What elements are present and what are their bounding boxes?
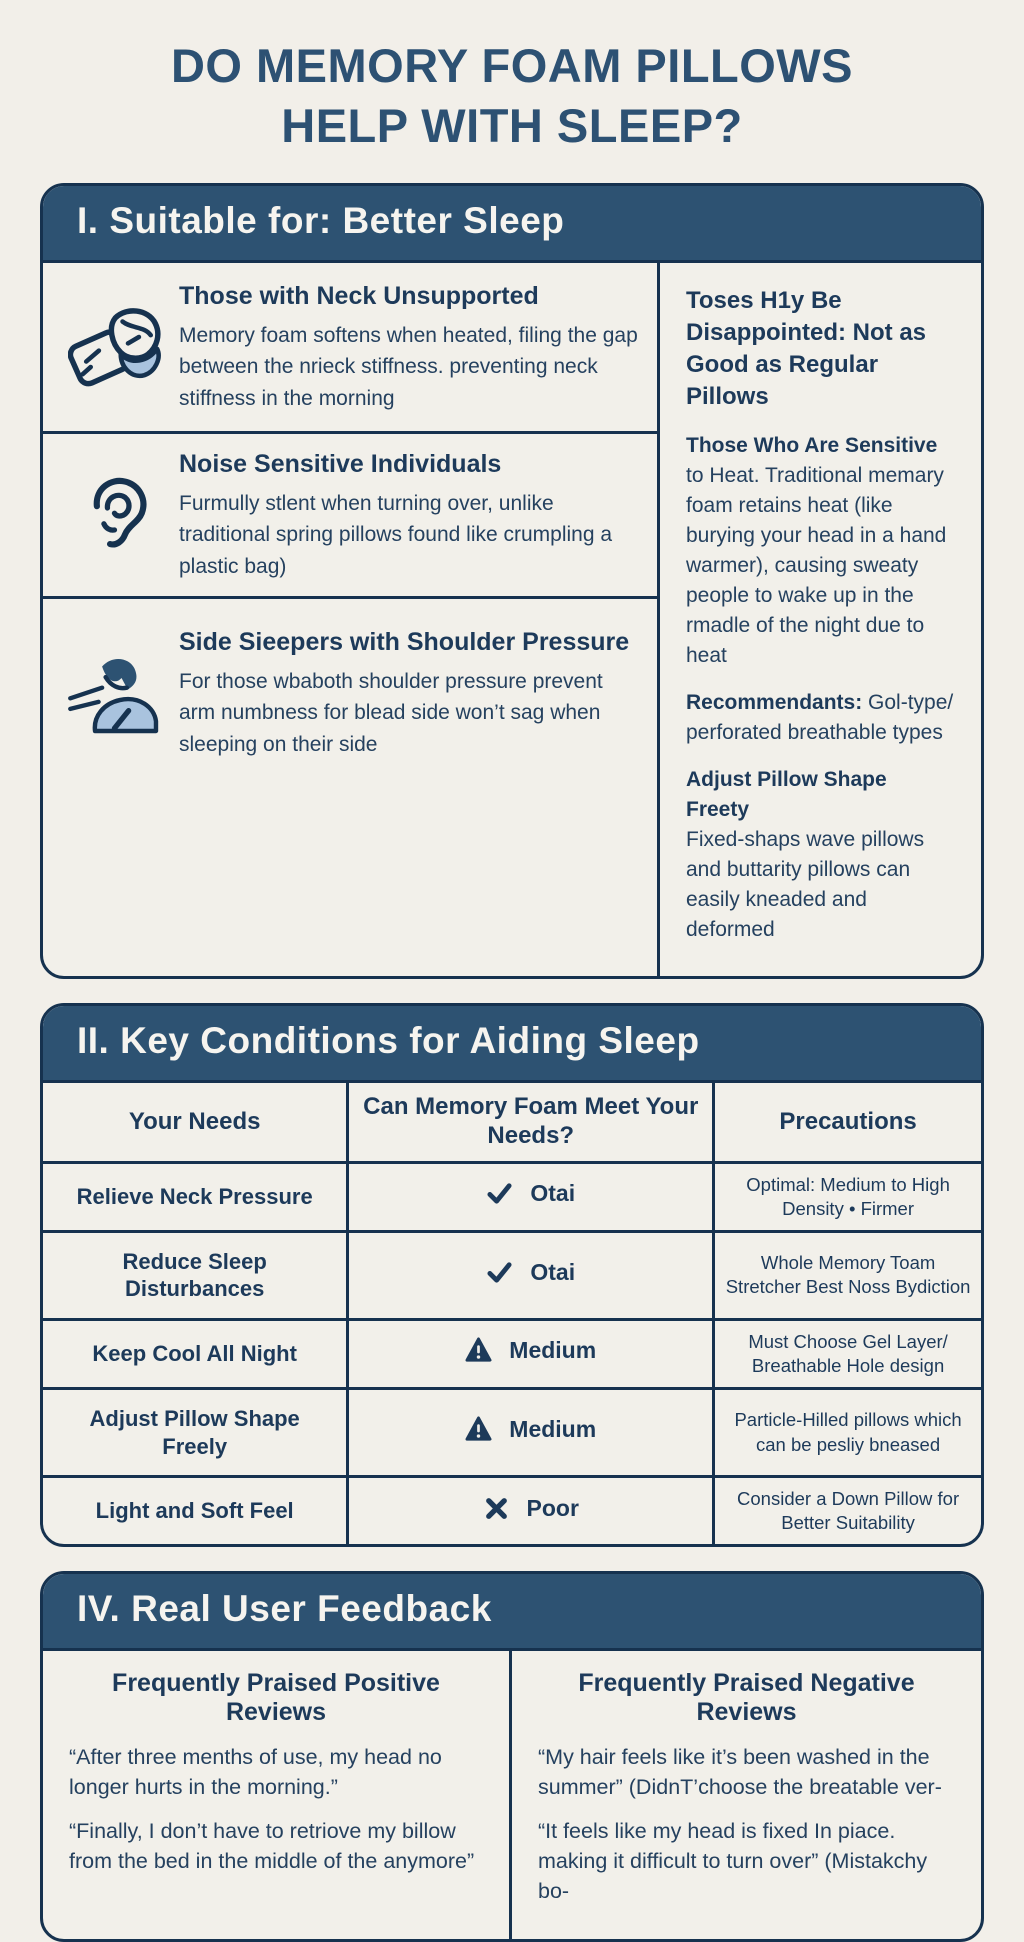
section2-header: II. Key Conditions for Aiding Sleep [43,1006,981,1083]
table-row [43,1231,981,1319]
page-title-line2: HELP WITH SLEEP? [281,98,743,152]
benefit-item-side-sleeper [43,599,657,787]
benefit-item-neck [43,263,657,434]
benefit-text [179,449,639,583]
column-header-meet-needs: Can Memory Foam Meet Your Needs? [348,1083,714,1162]
need-cell: Adjust Pillow Shape Freely [43,1389,348,1477]
positive-reviews-column [43,1651,512,1939]
precaution-cell: Must Choose Gel Layer/ Breathable Hole design [714,1319,981,1388]
negative-reviews-column [512,1651,981,1939]
benefit-title: Noise Sensitive Individuals [179,449,502,478]
precaution-cell: Consider a Down Pillow for Better Suitability [714,1477,981,1545]
table-row [43,1319,981,1388]
need-cell: Light and Soft Feel [43,1477,348,1545]
benefit-text [179,627,639,761]
table-header-row [43,1083,981,1162]
verdict-cell: Poor [348,1477,714,1545]
page-title [30,36,994,155]
warning-icon [465,1337,492,1364]
positive-quote: “After three menths of use, my head no longer hurts in the morning.” [69,1745,442,1799]
verdict-cell: Otai [348,1162,714,1231]
column-header-precautions: Precautions [714,1083,981,1162]
check-icon [486,1259,513,1286]
check-icon [486,1180,513,1207]
memory-foam-infographic [0,36,1024,1942]
need-cell: Keep Cool All Night [43,1319,348,1388]
benefit-item-noise [43,434,657,599]
table-row [43,1389,981,1477]
negative-quote: “My hair feels like it’s been washed in the summer” (DidnT’choose the breatable ver- [538,1745,942,1799]
precaution-cell: Particle-Hilled pillows which can be pesliy bneased [714,1389,981,1477]
positive-reviews-title: Frequently Praised Positive Reviews [112,1669,440,1727]
positive-quote: “Finally, I don’t have to retriove my billow from the bed in the middle of the anymore” [69,1819,475,1874]
negative-reviews-title: Frequently Praised Negative Reviews [578,1669,915,1727]
precaution-cell: Optimal: Medium to High Density • Firmer [714,1162,981,1231]
adjust-shape-paragraph: Adjust Pillow Shape Freety Fixed-shaps wave pillows and buttarity pillows can easily kneaded and deformed [686,768,925,942]
need-cell: Relieve Neck Pressure [43,1162,348,1231]
section1-body [43,263,981,976]
section1-right-column [660,263,981,976]
side-sleeper-icon [57,647,179,739]
section1-header: I. Suitable for: Better Sleep [43,186,981,263]
benefit-title: Those with Neck Unsupported [179,281,539,310]
recommendation-paragraph: Recommendants: Gol-type/ perforated breathable types [686,691,954,745]
section-suitable-for [40,183,984,979]
need-cell: Reduce Sleep Disturbances [43,1231,348,1319]
benefit-body: Furmully stlent when turning over, unlike traditional spring pillows found like crumpling a plastic bag) [179,491,613,578]
verdict-cell: Medium [348,1319,714,1388]
benefit-text [179,281,639,415]
section-user-feedback [40,1571,984,1942]
section4-header: IV. Real User Feedback [43,1574,981,1651]
benefit-body: Memory foam softens when heated, filing the gap between the nrieck stiffness. preventing neck stiffness in the morning [179,323,638,410]
table-row [43,1477,981,1545]
heat-sensitive-paragraph: Those Who Are Sensitive to Heat. Traditional memary foam retains heat (like burying your head in a hand warmer), causing sweaty people to wake up in the rmadle of the night due to heat [686,434,947,668]
section1-left-column [43,263,660,976]
precaution-cell: Whole Memory Toam Stretcher Best Noss Bydiction [714,1231,981,1319]
benefit-body: For those wbaboth shoulder pressure prevent arm numbness for blead side won’t sag when sleeping on their side [179,669,603,756]
ear-icon [57,469,179,561]
column-header-needs: Your Needs [43,1083,348,1162]
negative-quote: “It feels like my head is fixed In piace. making it difficult to turn over” (Mistakchy bo- [538,1819,928,1903]
verdict-cell: Otai [348,1231,714,1319]
section-key-conditions [40,1003,984,1547]
disappointed-heading: Toses H1y Be Disappointed: Not as Good as Regular Pillows [686,287,927,411]
pillow-head-icon [57,301,179,393]
x-icon [483,1495,510,1522]
verdict-cell: Medium [348,1389,714,1477]
feedback-body [43,1651,981,1939]
table-row [43,1162,981,1231]
conditions-table [43,1083,981,1544]
warning-icon [465,1416,492,1443]
page-title-line1: DO MEMORY FOAM PILLOWS [170,39,854,92]
benefit-title: Side Sieepers with Shoulder Pressure [179,627,630,656]
